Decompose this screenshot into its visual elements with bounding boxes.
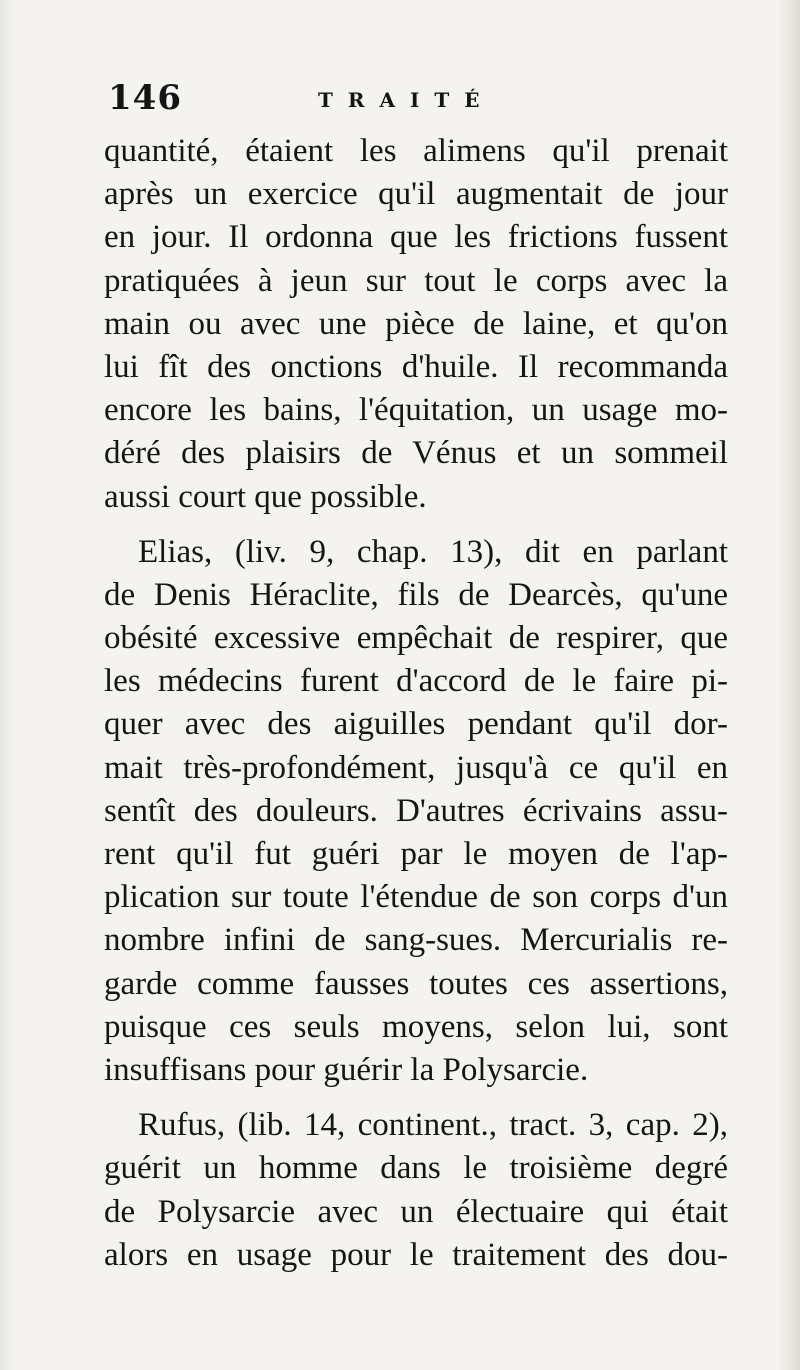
paragraph-3 (104, 1104, 728, 1277)
running-head: TRAITÉ (318, 88, 495, 112)
text-line: encore les bains, l'équitation, un usage mo- (104, 392, 728, 429)
text-line: quantité, étaient les alimens qu'il prenait (104, 133, 728, 169)
text-line: lui fît des onctions d'huile. Il recommanda (104, 348, 728, 385)
page-header (108, 78, 708, 118)
text-line: pratiquées à jeun sur tout le corps avec la (104, 262, 728, 299)
text-line: aussi court que possible. (104, 478, 427, 515)
text-line: main ou avec une pièce de laine, et qu'on (104, 305, 728, 342)
text-line: quer avec des aiguilles pendant qu'il dor- (104, 706, 728, 743)
text-line: déré des plaisirs de Vénus et un sommeil (104, 435, 728, 472)
text-line: sentît des douleurs. D'autres écrivains assu- (104, 792, 728, 829)
text-line: plication sur toute l'étendue de son corps d'un (104, 879, 728, 916)
text-line: Rufus, (lib. 14, continent., tract. 3, cap. 2), (138, 1107, 728, 1144)
text-line: puisque ces seuls moyens, selon lui, sont (104, 1008, 728, 1045)
text-line: en jour. Il ordonna que les frictions fussent (104, 219, 728, 256)
text-line: rent qu'il fut guéri par le moyen de l'ap- (104, 836, 728, 872)
text-line: mait très-profondément, jusqu'à ce qu'il en (104, 749, 728, 786)
text-line: après un exercice qu'il augmentait de jour (104, 176, 728, 213)
paragraph-1 (104, 130, 728, 519)
text-line: Elias, (liv. 9, chap. 13), dit en parlant (138, 533, 728, 570)
scan-edge-right (778, 0, 800, 1370)
text-line: garde comme fausses toutes ces assertions, (104, 965, 728, 1002)
text-line: obésité excessive empêchait de respirer, que (104, 620, 728, 657)
text-line: de Denis Héraclite, fils de Dearcès, qu'une (104, 576, 728, 613)
body-text (104, 130, 728, 1277)
text-line: alors en usage pour le traitement des dou- (104, 1236, 728, 1273)
text-line: nombre infini de sang-sues. Mercurialis re- (104, 922, 728, 959)
page-number: 146 (108, 78, 182, 118)
text-line: de Polysarcie avec un électuaire qui était (104, 1193, 728, 1230)
text-line: les médecins furent d'accord de le faire pi- (104, 663, 728, 700)
text-line: insuffisans pour guérir la Polysarcie. (104, 1051, 589, 1088)
scan-edge-left (0, 0, 14, 1370)
paragraph-2 (104, 531, 728, 1092)
text-line: guérit un homme dans le troisième degré (104, 1150, 728, 1187)
